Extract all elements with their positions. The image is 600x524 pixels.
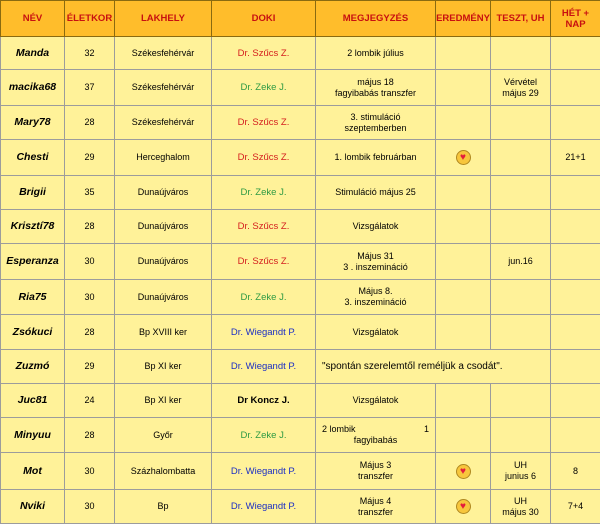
- cell-doctor: [212, 176, 316, 210]
- cell-age: [65, 453, 115, 490]
- cell-note: [316, 453, 436, 490]
- cell-name: [1, 453, 65, 490]
- note-line: Vizsgálatok: [318, 327, 433, 338]
- cell-doctor: [212, 106, 316, 140]
- cell-age: [65, 280, 115, 315]
- cell-place: [115, 350, 212, 384]
- note-line: 3 . inszemináció: [318, 262, 433, 273]
- table-row: [1, 384, 600, 418]
- member-name: Nviki: [20, 500, 45, 512]
- table-row: [1, 490, 600, 524]
- cell-week: [551, 70, 600, 106]
- cell-place: [115, 490, 212, 524]
- note-line: transzfer: [318, 471, 433, 482]
- cell-doctor: [212, 70, 316, 106]
- cell-doctor: [212, 418, 316, 453]
- age-value: 30: [84, 256, 94, 266]
- table-row: [1, 37, 600, 70]
- cell-place: [115, 418, 212, 453]
- age-value: 30: [84, 501, 94, 511]
- doctor-name: Dr. Zeke J.: [241, 292, 287, 303]
- doctor-name: Dr. Zeke J.: [241, 82, 287, 93]
- cell-result: [436, 244, 491, 280]
- doctor-name: Dr. Szűcs Z.: [238, 152, 290, 163]
- cell-test: [491, 244, 551, 280]
- cell-name: [1, 70, 65, 106]
- cell-age: [65, 315, 115, 350]
- place-value: Dunaújváros: [138, 256, 189, 266]
- age-value: 28: [84, 221, 94, 231]
- cell-place: [115, 106, 212, 140]
- doctor-name: Dr. Wiegandt P.: [231, 327, 296, 338]
- cell-test: [491, 315, 551, 350]
- age-value: 30: [84, 466, 94, 476]
- age-value: 29: [84, 361, 94, 371]
- member-name: Ria75: [18, 291, 46, 303]
- place-value: Herceghalom: [136, 152, 190, 162]
- cell-place: [115, 37, 212, 70]
- cell-place: [115, 315, 212, 350]
- place-value: Bp XI ker: [144, 395, 181, 405]
- cell-note: [316, 210, 436, 244]
- cell-place: [115, 453, 212, 490]
- member-name: macika68: [9, 81, 56, 93]
- cell-name: [1, 418, 65, 453]
- cell-age: [65, 350, 115, 384]
- place-value: Százhalombatta: [131, 466, 196, 476]
- cell-test: [491, 176, 551, 210]
- cell-week: [551, 37, 600, 70]
- cell-result: [436, 490, 491, 524]
- cell-result: [436, 176, 491, 210]
- cell-place: [115, 70, 212, 106]
- cell-age: [65, 106, 115, 140]
- cell-week: [551, 140, 600, 176]
- cell-result: [436, 37, 491, 70]
- place-value: Székesfehérvár: [132, 48, 195, 58]
- cell-note: [316, 70, 436, 106]
- cell-test: [491, 418, 551, 453]
- cell-result: [436, 453, 491, 490]
- age-value: 32: [84, 48, 94, 58]
- table-row: [1, 350, 600, 384]
- note-line: 2 lombik július: [318, 48, 433, 59]
- cell-doctor: [212, 315, 316, 350]
- place-value: Székesfehérvár: [132, 82, 195, 92]
- cell-age: [65, 244, 115, 280]
- member-name: Juc81: [18, 394, 48, 406]
- member-name: Chesti: [16, 151, 48, 163]
- cell-age: [65, 490, 115, 524]
- week-value: 21+1: [565, 152, 585, 162]
- place-value: Bp: [157, 501, 168, 511]
- age-value: 35: [84, 187, 94, 197]
- note-line: Vizsgálatok: [318, 221, 433, 232]
- note-text: "spontán szerelemtől reméljük a csodát".: [322, 361, 503, 372]
- cell-note: [316, 244, 436, 280]
- note-line: [318, 424, 433, 435]
- cell-age: [65, 176, 115, 210]
- cell-name: [1, 315, 65, 350]
- cell-doctor: [212, 350, 316, 384]
- doctor-name: Dr. Szűcs Z.: [238, 256, 290, 267]
- member-name: Manda: [16, 47, 49, 59]
- header-note: MEGJEGYZÉS: [316, 1, 436, 37]
- note-line: fagyibabás transzfer: [318, 88, 433, 99]
- note-part: 2 lombik: [322, 424, 356, 435]
- member-name: Esperanza: [6, 255, 59, 267]
- note-line: transzfer: [318, 507, 433, 518]
- note-line: Május 3: [318, 460, 433, 471]
- place-value: Bp XI ker: [144, 361, 181, 371]
- doctor-name: Dr. Wiegandt P.: [231, 361, 296, 372]
- cell-test: [491, 490, 551, 524]
- note-line: május 18: [318, 77, 433, 88]
- cell-name: [1, 37, 65, 70]
- cell-place: [115, 384, 212, 418]
- cell-week: [551, 384, 600, 418]
- cell-name: [1, 350, 65, 384]
- cell-week: [551, 106, 600, 140]
- cell-week: [551, 490, 600, 524]
- cell-week: [551, 210, 600, 244]
- age-value: 28: [84, 430, 94, 440]
- note-line: Stimuláció május 25: [318, 187, 433, 198]
- cell-name: [1, 280, 65, 315]
- header-test: TESZT, UH: [491, 1, 551, 37]
- member-name: Zuzmó: [16, 360, 50, 372]
- note-line: 3. inszemináció: [318, 297, 433, 308]
- cell-result: [436, 140, 491, 176]
- doctor-name: Dr. Szűcs Z.: [238, 117, 290, 128]
- note-line: fagyibabás: [318, 435, 433, 446]
- cell-test: [491, 140, 551, 176]
- member-name: Mot: [23, 465, 42, 477]
- member-name: Brigii: [19, 186, 46, 198]
- cell-age: [65, 418, 115, 453]
- member-name: Krisztí78: [11, 220, 55, 232]
- table-row: [1, 418, 600, 453]
- cell-name: [1, 106, 65, 140]
- place-value: Dunaújváros: [138, 292, 189, 302]
- cell-doctor: [212, 210, 316, 244]
- heart-smiley-icon: [456, 464, 471, 479]
- note-line: Május 4: [318, 496, 433, 507]
- header-week: HÉT + NAP: [551, 1, 600, 37]
- doctor-name: Dr. Zeke J.: [241, 430, 287, 441]
- cell-age: [65, 37, 115, 70]
- cell-result: [436, 384, 491, 418]
- table-row: [1, 106, 600, 140]
- cell-doctor: [212, 244, 316, 280]
- cell-doctor: [212, 384, 316, 418]
- test-line: junius 6: [491, 471, 550, 482]
- cell-age: [65, 210, 115, 244]
- cell-result: [436, 280, 491, 315]
- heart-smiley-icon: [456, 150, 471, 165]
- cell-test: [491, 106, 551, 140]
- cell-result: [436, 70, 491, 106]
- age-value: 37: [84, 82, 94, 92]
- cell-place: [115, 176, 212, 210]
- cell-place: [115, 210, 212, 244]
- table-row: [1, 210, 600, 244]
- table-row: [1, 70, 600, 106]
- cell-note: [316, 140, 436, 176]
- doctor-name: Dr. Szűcs Z.: [238, 48, 290, 59]
- age-value: 29: [84, 152, 94, 162]
- cell-note: [316, 384, 436, 418]
- week-value: 8: [573, 466, 578, 476]
- cell-result: [436, 418, 491, 453]
- age-value: 30: [84, 292, 94, 302]
- cell-week: [551, 418, 600, 453]
- test-line: UH: [491, 460, 550, 471]
- cell-age: [65, 140, 115, 176]
- header-result: EREDMÉNY: [436, 1, 491, 37]
- test-line: jun.16: [491, 256, 550, 267]
- place-value: Bp XVIII ker: [139, 327, 187, 337]
- header-age: ÉLETKOR: [65, 1, 115, 37]
- cell-doctor: [212, 140, 316, 176]
- cell-doctor: [212, 453, 316, 490]
- week-value: 7+4: [568, 501, 583, 511]
- note-line: 1. lombik februárban: [318, 152, 433, 163]
- cell-doctor: [212, 37, 316, 70]
- cell-name: [1, 384, 65, 418]
- table-row: [1, 244, 600, 280]
- cell-week: [551, 176, 600, 210]
- cell-note: [316, 176, 436, 210]
- cell-note: [316, 418, 436, 453]
- cell-week: [551, 350, 600, 384]
- cell-note: [316, 106, 436, 140]
- table-row: [1, 176, 600, 210]
- cell-test: [491, 37, 551, 70]
- table-row: [1, 140, 600, 176]
- cell-place: [115, 280, 212, 315]
- note-line: Május 8.: [318, 286, 433, 297]
- cell-test: [491, 384, 551, 418]
- cell-age: [65, 70, 115, 106]
- cell-place: [115, 244, 212, 280]
- note-line: Május 31: [318, 251, 433, 262]
- cell-name: [1, 244, 65, 280]
- cell-name: [1, 176, 65, 210]
- cell-name: [1, 490, 65, 524]
- cell-name: [1, 140, 65, 176]
- table-row: [1, 315, 600, 350]
- cell-test: [491, 453, 551, 490]
- age-value: 28: [84, 327, 94, 337]
- age-value: 24: [84, 395, 94, 405]
- cell-result: [436, 315, 491, 350]
- cell-note: [316, 315, 436, 350]
- age-value: 28: [84, 117, 94, 127]
- cell-week: [551, 315, 600, 350]
- note-line: 3. stimuláció: [318, 112, 433, 123]
- header-place: LAKHELY: [115, 1, 212, 37]
- cell-test: [491, 210, 551, 244]
- cell-note-span: [316, 350, 551, 384]
- cell-note: [316, 490, 436, 524]
- member-name: Zsókuci: [13, 326, 53, 338]
- cell-test: [491, 70, 551, 106]
- heart-smiley-icon: [456, 499, 471, 514]
- header-row: [1, 1, 600, 37]
- place-value: Dunaújváros: [138, 221, 189, 231]
- place-value: Dunaújváros: [138, 187, 189, 197]
- test-line: Vérvétel: [491, 77, 550, 88]
- cell-place: [115, 140, 212, 176]
- test-line: május 30: [491, 507, 550, 518]
- note-line: Vizsgálatok: [318, 395, 433, 406]
- cell-week: [551, 280, 600, 315]
- doctor-name: Dr. Zeke J.: [241, 187, 287, 198]
- cell-doctor: [212, 490, 316, 524]
- cell-result: [436, 106, 491, 140]
- place-value: Győr: [153, 430, 173, 440]
- doctor-name: Dr. Wiegandt P.: [231, 466, 296, 477]
- cell-week: [551, 244, 600, 280]
- cell-result: [436, 210, 491, 244]
- cell-test: [491, 280, 551, 315]
- cell-name: [1, 210, 65, 244]
- cell-note: [316, 280, 436, 315]
- cell-age: [65, 384, 115, 418]
- table-row: [1, 280, 600, 315]
- note-line: szeptemberben: [318, 123, 433, 134]
- header-doctor: DOKI: [212, 1, 316, 37]
- doctor-name: Dr. Wiegandt P.: [231, 501, 296, 512]
- note-part: 1: [424, 424, 429, 435]
- doctor-name: Dr Koncz J.: [237, 395, 289, 406]
- member-name: Mary78: [14, 116, 50, 128]
- cell-week: [551, 453, 600, 490]
- place-value: Székesfehérvár: [132, 117, 195, 127]
- table-row: [1, 453, 600, 490]
- cell-doctor: [212, 280, 316, 315]
- cell-note: [316, 37, 436, 70]
- doctor-name: Dr. Szűcs Z.: [238, 221, 290, 232]
- member-name: Minyuu: [14, 429, 51, 441]
- test-line: május 29: [491, 88, 550, 99]
- test-line: UH: [491, 496, 550, 507]
- header-name: NÉV: [1, 1, 65, 37]
